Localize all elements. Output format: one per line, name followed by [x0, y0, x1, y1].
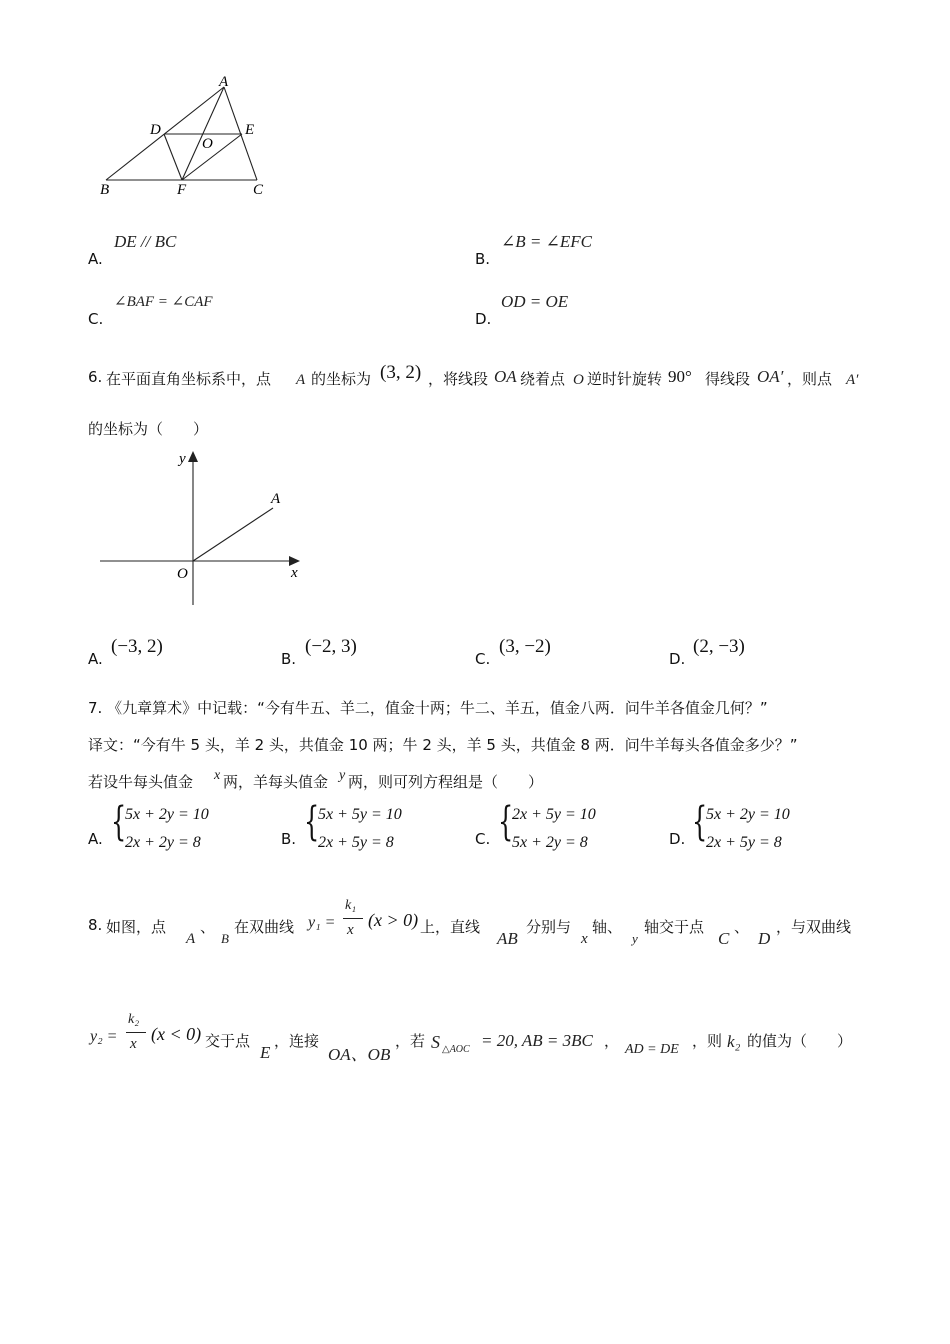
q8-area-sub: △AOC	[442, 1044, 470, 1055]
q6-number: 6.	[88, 368, 103, 386]
q8-text: ，连接	[274, 1032, 320, 1050]
option-label: C.	[475, 830, 491, 848]
q8-text: 、	[734, 918, 750, 936]
q6-angle: 90°	[668, 367, 692, 386]
q8-area-s: S	[431, 1032, 440, 1052]
q8-text: 交于点	[205, 1032, 251, 1050]
q6-text: 逆时针旋转	[587, 370, 663, 388]
brace: {	[692, 799, 708, 845]
q8-text: ，	[604, 1032, 620, 1050]
triangle-figure	[95, 70, 275, 200]
q8-cond3: = 20, AB = 3BC	[481, 1031, 593, 1050]
brace: {	[304, 799, 320, 845]
coordinate-figure	[95, 445, 310, 610]
q8-point-c: C	[718, 929, 730, 948]
q7-line2: 译文：“今有牛 5 头，羊 2 头，共值金 10 两；牛 2 头，羊 5 头，共值金 8 两．问牛羊每头各值金多少？”	[88, 736, 798, 754]
option-text: DE // BC	[114, 232, 177, 251]
q8-text: ，与双曲线	[776, 918, 852, 936]
q8-y-axis: y	[632, 931, 638, 946]
option-label: B.	[281, 650, 297, 668]
label-F: F	[177, 182, 187, 198]
q6-text: 在平面直角坐标系中，点	[106, 370, 272, 388]
option-text: ∠BAF = ∠CAF	[114, 294, 213, 310]
q8-text: 分别与	[526, 918, 572, 936]
equation: 5x + 2y = 8	[512, 834, 588, 851]
q8-cond1: (x > 0)	[368, 910, 419, 930]
label-D: D	[150, 122, 161, 138]
q8-text: ，若	[395, 1032, 426, 1050]
label-O: O	[202, 136, 213, 152]
option-text: OD = OE	[501, 292, 569, 311]
q8-k1: k₁	[345, 898, 357, 913]
equation: 5x + 2y = 10	[125, 806, 209, 823]
q8-text: 的值为（ ）	[747, 1032, 853, 1050]
option-label: B.	[281, 830, 297, 848]
q7-line1: 7. 《九章算术》中记载：“今有牛五、羊二，值金十两；牛二、羊五，值金八两．问牛羊各值金几何？”	[88, 699, 768, 717]
q8-text: 在双曲线	[234, 918, 295, 936]
option-label: D.	[669, 830, 686, 848]
q6-text: ，则点	[787, 370, 833, 388]
label-C: C	[253, 182, 264, 198]
q7-line3: 两，羊每头值金	[223, 773, 329, 791]
q8-cond2: (x < 0)	[151, 1024, 202, 1044]
q8-text: 轴、	[592, 918, 623, 936]
q7-var-y: y	[339, 768, 346, 783]
option-text: ∠B = ∠EFC	[501, 232, 592, 251]
option-label: A.	[88, 250, 103, 268]
label-B: B	[100, 182, 110, 198]
q8-point-e: E	[260, 1043, 271, 1062]
q6-text: 绕着点	[520, 370, 566, 388]
q8-x-axis: x	[581, 931, 588, 947]
q8-number: 8.	[88, 916, 103, 934]
option-label: C.	[88, 310, 104, 328]
equation: 2x + 5y = 8	[318, 834, 394, 851]
q8-k2-ref: k₂	[727, 1032, 741, 1051]
q8-line-ab: AB	[497, 929, 518, 948]
option-label: A.	[88, 650, 103, 668]
q6-coord: (3, 2)	[380, 362, 422, 383]
q8-point-a: A	[186, 931, 196, 947]
axis-y-label: y	[179, 451, 186, 467]
q8-oa-ob: OA、OB	[328, 1045, 391, 1064]
equation: 2x + 5y = 10	[512, 806, 596, 823]
equation: 2x + 5y = 8	[706, 834, 782, 851]
fraction-bar	[343, 918, 363, 919]
option-label: D.	[475, 310, 492, 328]
origin-label: O	[177, 566, 188, 582]
q8-text: 上，直线	[420, 918, 481, 936]
option-label: A.	[88, 830, 103, 848]
q6-point-o: O	[573, 372, 584, 388]
q8-text: 、	[200, 918, 216, 936]
point-a-label: A	[271, 491, 281, 507]
label-E: E	[245, 122, 255, 138]
q6-point-a: A	[296, 372, 306, 388]
equation: 2x + 2y = 8	[125, 834, 201, 851]
q6-text-line2: 的坐标为（ ）	[88, 420, 209, 438]
q6-segment-oa-prime: OA′	[757, 367, 784, 386]
q8-y1: y₁ =	[308, 914, 336, 931]
q6-text: 得线段	[705, 370, 751, 388]
q8-text: 如图，点	[106, 918, 167, 936]
q8-point-b: B	[221, 931, 229, 946]
q8-k2: k₂	[128, 1012, 140, 1027]
q7-var-x: x	[214, 768, 221, 783]
q8-y2: y₂ =	[90, 1028, 118, 1045]
q8-x-den: x	[347, 922, 354, 938]
equation: 5x + 2y = 10	[706, 806, 790, 823]
q8-ad-de: AD = DE	[625, 1042, 679, 1057]
option-text: (−2, 3)	[305, 636, 357, 657]
option-label: C.	[475, 650, 491, 668]
equation: 5x + 5y = 10	[318, 806, 402, 823]
brace: {	[111, 799, 127, 845]
option-label: B.	[475, 250, 491, 268]
axis-x-label: x	[291, 565, 298, 581]
q8-point-d: D	[758, 929, 771, 948]
q6-segment-oa: OA	[494, 367, 517, 386]
label-A: A	[219, 74, 229, 90]
option-label: D.	[669, 650, 686, 668]
q7-line3: 两，则可列方程组是（ ）	[348, 773, 544, 791]
q6-text: 的坐标为	[311, 370, 372, 388]
option-text: (3, −2)	[499, 636, 551, 657]
q7-line3: 若设牛每头值金	[88, 773, 194, 791]
q6-point-a-prime: A′	[846, 372, 859, 388]
brace: {	[498, 799, 514, 845]
option-text: (−3, 2)	[111, 636, 163, 657]
option-text: (2, −3)	[693, 636, 745, 657]
q8-text: ，则	[692, 1032, 723, 1050]
q6-text: ，将线段	[428, 370, 489, 388]
q8-x-den: x	[130, 1036, 137, 1052]
fraction-bar	[126, 1032, 146, 1033]
q8-text: 轴交于点	[644, 918, 705, 936]
